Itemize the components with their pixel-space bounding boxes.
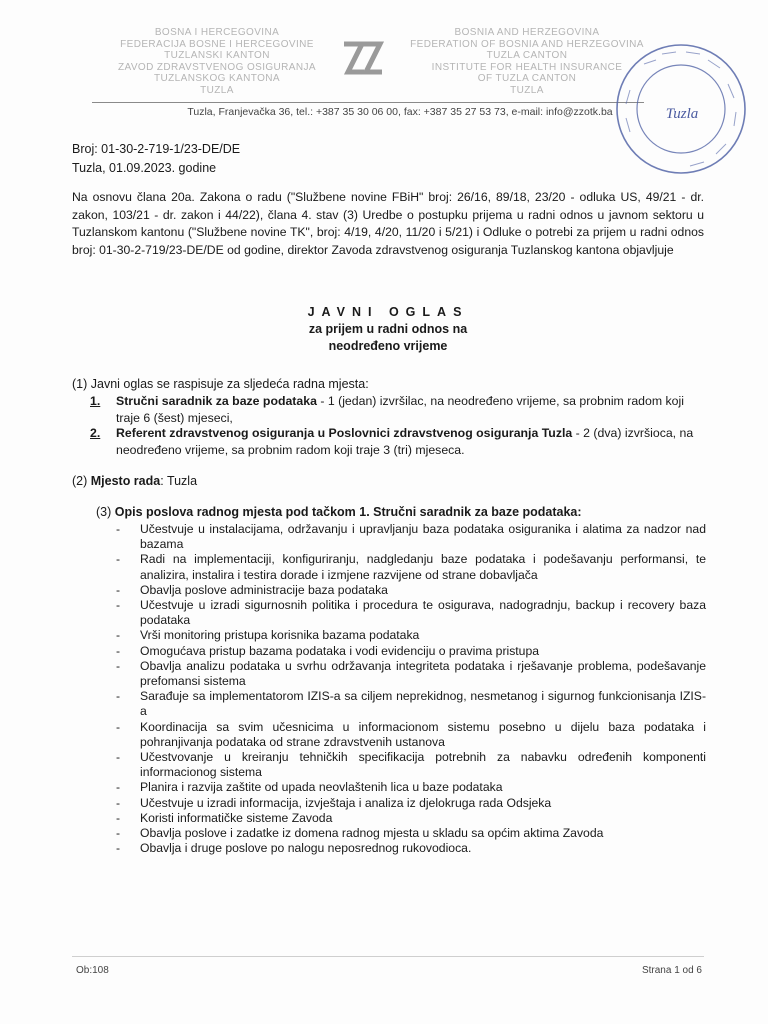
letterhead-left-line: ZAVOD ZDRAVSTVENOG OSIGURANJA <box>118 61 316 73</box>
letterhead-address: Tuzla, Franjevačka 36, tel.: +387 35 30 06 00, fax: +387 35 27 53 73, e-mail: info@zzotk.ba <box>187 106 613 118</box>
duty-item: - Obavlja poslove i zadatke iz domena radnog mjesta u skladu sa općim aktima Zavoda <box>116 826 604 841</box>
position-description <box>116 425 700 458</box>
position-title: Stručni saradnik za baze podataka <box>116 394 317 408</box>
footer-reference: Ob:108 <box>76 965 109 976</box>
page-subtitle-1: za prijem u radni odnos na <box>308 322 468 336</box>
letterhead-left-line: FEDERACIJA BOSNE I HERCEGOVINE <box>120 38 314 50</box>
position-title: Referent zdravstvenog osiguranja u Poslovnici zdravstvenog osiguranja Tuzla <box>116 426 573 440</box>
letterhead-left-line: TUZLANSKI KANTON <box>164 50 270 61</box>
position-number: 2. <box>90 426 101 440</box>
duties-list <box>116 522 706 856</box>
duty-text: Obavlja analizu podataka u svrhu održavanja integriteta podataka i rješavanje problema, podešavanje prefomansi sistema <box>140 658 706 689</box>
duty-text: Obavlja poslove i zadatke iz domena radnog mjesta u skladu sa općim aktima Zavoda <box>140 826 604 841</box>
institute-logo <box>340 40 386 76</box>
duty-item: - Učestvuje u izradi sigurnosnih politika i procedura te osigurava, nadogradnju, backup i recovery baza podataka <box>116 598 706 628</box>
letterhead-divider <box>92 102 644 103</box>
duty-item: - Koristi informatičke sisteme Zavoda <box>116 810 333 825</box>
duty-text: Učestvuje u instalacijama, održavanju i upravljanju baza podataka osiguranika i alatima za nadzor nad bazama <box>140 522 706 552</box>
duty-item: - Obavlja i druge poslove po nalogu neposrednog rukovodioca. <box>116 841 472 856</box>
duty-text: Planira i razvija zaštite od upada neovlaštenih lica u baze podataka <box>140 780 503 795</box>
letterhead-left-line: BOSNA I HERCEGOVINA <box>154 27 280 38</box>
intro-paragraph: Na osnovu člana 20a. Zakona o radu ("Službene novine FBiH" broj: 26/16, 89/18, 23/20 - odluka US, 49/21 - dr. zakon, 103/21 - dr. zakon i 44/22), člana 4. stav (3) Uredbe o postupku prijema u radni odnos u javnom sektoru u Tuzlanskom kantonu ("Službene novine TK", broj: 4/19, 4/20, 11/20 i 5/21) i Odluke o potrebi za prijem u radni odnos broj: 01-30-2-719/23-DE/DE od godine, direktor Zavoda zdravstvenog osiguranja Tuzlanskog kantona objavljuje <box>72 190 704 257</box>
duty-text: Koristi informatičke sisteme Zavoda <box>140 810 333 825</box>
duty-item: - Radi na implementaciji, konfiguriranju, nadgledanju baze podataka i podešavanju performansi, te analizira, instalira i testira dorade i izmjene razvijene od strane dobavljača <box>116 552 706 582</box>
position-item <box>90 393 700 426</box>
duty-text: Obavlja i druge poslove po nalogu neposrednog rukovodioca. <box>140 841 472 856</box>
official-stamp <box>612 40 750 178</box>
letterhead-right-line: TUZLA <box>510 84 544 96</box>
duty-item: - Učestvuje u izradi informacija, izvještaja i analiza iz djelokruga rada Odsjeka <box>116 795 552 810</box>
section-1-heading: (1) Javni oglas se raspisuje za sljedeća radna mjesta: <box>72 377 369 391</box>
section-2-bold: Mjesto rada <box>90 474 161 488</box>
duty-text: Radi na implementaciji, konfiguriranju, nadgledanju baze podataka i podešavanju performansi, te analizira, instalira i testira dorade i izmjene razvijene od strane dobavljača <box>140 552 706 582</box>
letterhead-right-line: FEDERATION OF BOSNIA AND HERZEGOVINA <box>410 38 644 50</box>
section-2-value: : Tuzla <box>160 474 198 488</box>
letterhead-right-line: TUZLA CANTON <box>486 50 568 61</box>
letterhead-right-line: BOSNIA AND HERZEGOVINA <box>454 27 600 38</box>
duty-item: - Planira i razvija zaštite od upada neovlaštenih lica u baze podataka <box>116 780 503 795</box>
page-subtitle-2: neodređeno vrijeme <box>328 339 448 353</box>
duty-item: - Koordinacija sa svim učesnicima u informacionom sistemu posebno u dijelu baza podataka i pohranjivanja podataka od strane zdravstvenih ustanova <box>116 719 706 749</box>
position-details: - 2 (dva) izvršioca, na neodređeno vrijeme, sa probnim radom koji traje 3 (tri) mjeseca. <box>116 426 694 457</box>
duty-item: - Omogućava pristup bazama podataka i vodi evidenciju o pravima pristupa <box>116 643 540 658</box>
duty-text: Učestvuje u izradi informacija, izvještaja i analiza iz djelokruga rada Odsjeka <box>140 795 552 810</box>
document-date: Tuzla, 01.09.2023. godine <box>72 161 217 175</box>
page-title: JAVNI OGLAS <box>307 305 469 319</box>
duty-item: - Obavlja analizu podataka u svrhu održavanja integriteta podataka i rješavanje problema, podešavanje prefomansi sistema <box>116 658 706 689</box>
duty-item: - Obavlja poslove administracije baza podataka <box>116 582 388 597</box>
position-number: 1. <box>90 394 101 408</box>
letterhead-left-line: TUZLANSKOG KANTONA <box>154 73 280 84</box>
duty-item: - Učestvovanje u kreiranju tehničkih specifikacija potrebnih za nabavku određenih komponenti informacionog sistema <box>116 750 706 780</box>
stamp-text: Tuzla <box>665 106 699 122</box>
duty-text: Vrši monitoring pristupa korisnika bazama podataka <box>140 628 420 643</box>
duty-text: Obavlja poslove administracije baza podataka <box>140 582 388 597</box>
page-number: Strana 1 od 6 <box>641 965 702 976</box>
document-number: Broj: 01-30-2-719-1/23-DE/DE <box>72 142 241 156</box>
letterhead-right-line: INSTITUTE FOR HEALTH INSURANCE <box>431 61 623 73</box>
duty-item: - Učestvuje u instalacijama, održavanju i upravljanju baza podataka osiguranika i alatima za nadzor nad bazama <box>116 522 706 552</box>
section-3-bold: Opis poslova radnog mjesta pod tačkom 1. Stručni saradnik za baze podataka: <box>114 505 582 519</box>
section-3-label: (3) <box>96 505 115 519</box>
section-2-label: (2) <box>72 474 91 488</box>
duty-text: Koordinacija sa svim učesnicima u informacionom sistemu posebno u dijelu baza podataka i pohranjivanja podataka od strane zdravstvenih ustanova <box>140 719 706 749</box>
position-details: - 1 (jedan) izvršilac, na neodređeno vrijeme, sa probnim radom koji traje 6 (šest) mjeseci, <box>116 394 684 425</box>
section-3-heading <box>96 505 582 519</box>
letterhead-left-line: TUZLA <box>200 84 234 96</box>
position-description <box>116 393 700 426</box>
duty-text: Učestvovanje u kreiranju tehničkih specifikacija potrebnih za nabavku određenih komponenti informacionog sistema <box>140 750 706 780</box>
duty-item: - Sarađuje sa implementatorom IZIS-a sa ciljem neprekidnog, nesmetanog i sigurnog funkcionisanja IZIS-a <box>116 689 706 719</box>
duty-text: Učestvuje u izradi sigurnosnih politika i procedura te osigurava, nadogradnju, backup i recovery baza podataka <box>140 598 706 628</box>
duty-text: Sarađuje sa implementatorom IZIS-a sa ciljem neprekidnog, nesmetanog i sigurnog funkcionisanja IZIS-a <box>140 689 706 719</box>
section-2-workplace <box>72 474 197 488</box>
duty-item: - Vrši monitoring pristupa korisnika bazama podataka <box>116 628 420 643</box>
footer-divider <box>72 956 704 957</box>
letterhead-right-line: OF TUZLA CANTON <box>477 73 577 84</box>
letterhead-left <box>92 27 342 96</box>
position-item <box>90 425 700 458</box>
duty-text: Omogućava pristup bazama podataka i vodi evidenciju o pravima pristupa <box>140 643 540 658</box>
